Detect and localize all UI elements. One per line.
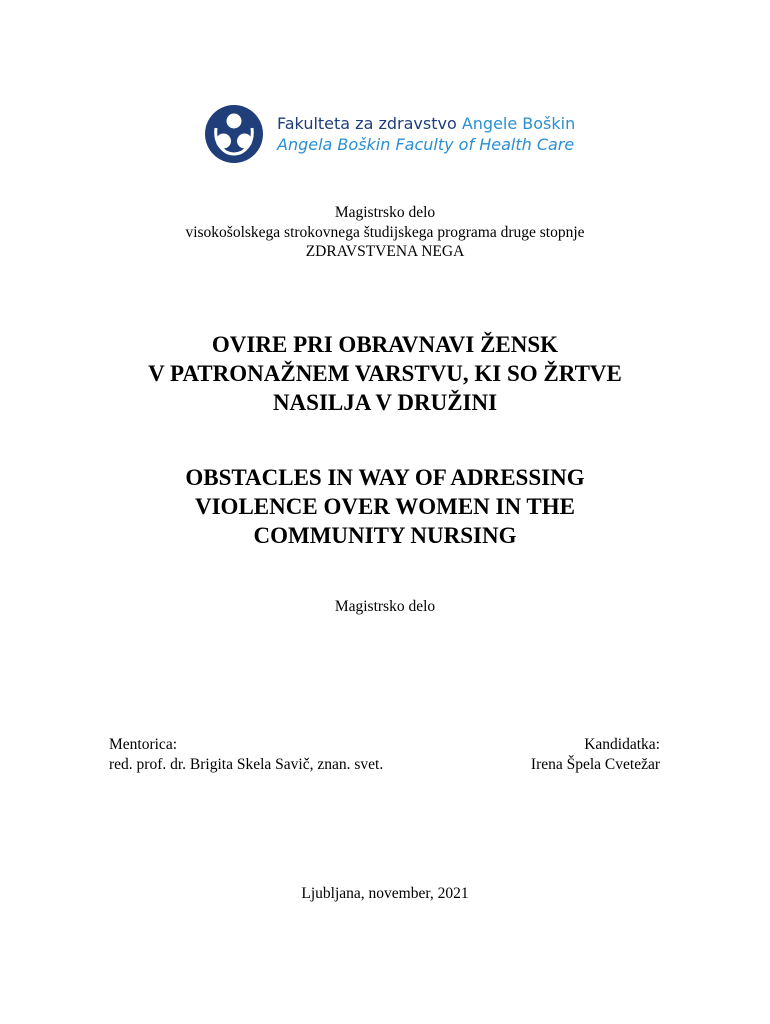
faculty-logo xyxy=(204,104,574,164)
work-type: Magistrsko delo xyxy=(334,204,436,221)
faculty-name-english: Angela Boškin Faculty of Health Care xyxy=(277,135,575,154)
mentor-name: red. prof. dr. Brigita Skela Savič, znan. svet. xyxy=(109,756,384,773)
candidate-name: Irena Špela Cvetežar xyxy=(530,756,660,773)
candidate-block xyxy=(531,735,660,775)
title-english-line: VIOLENCE OVER WOMEN IN THE xyxy=(195,494,575,519)
title-slovene-line: V PATRONAŽNEM VARSTVU, KI SO ŽRTVE xyxy=(148,361,622,386)
thesis-intro xyxy=(0,203,770,262)
faculty-name-slovene-part1: Fakulteta za zdravstvo xyxy=(277,114,462,133)
mentor-label: Mentorica: xyxy=(109,736,178,753)
place-date xyxy=(0,884,770,904)
faculty-name xyxy=(277,113,575,155)
study-programme: visokošolskega strokovnega študijskega programa druge stopnje xyxy=(185,223,585,241)
mentor-block xyxy=(109,735,383,775)
title-english-line: COMMUNITY NURSING xyxy=(253,523,517,548)
title-slovene-line: NASILJA V DRUŽINI xyxy=(272,390,498,415)
title-english xyxy=(0,463,770,550)
title-slovene xyxy=(0,330,770,417)
work-type-text: Magistrsko delo xyxy=(334,598,436,615)
place-date-text: Ljubljana, november, 2021 xyxy=(301,885,469,902)
title-english-line: OBSTACLES IN WAY OF ADRESSING xyxy=(185,465,585,490)
title-slovene-line: OVIRE PRI OBRAVNAVI ŽENSK xyxy=(211,332,559,357)
faculty-name-slovene-part2: Angele Boškin xyxy=(461,114,576,133)
work-type-label xyxy=(0,597,770,617)
study-field: ZDRAVSTVENA NEGA xyxy=(305,243,465,260)
faculty-emblem-icon xyxy=(204,104,264,164)
faculty-name-slovene xyxy=(277,113,575,134)
candidate-label: Kandidatka: xyxy=(584,736,660,753)
